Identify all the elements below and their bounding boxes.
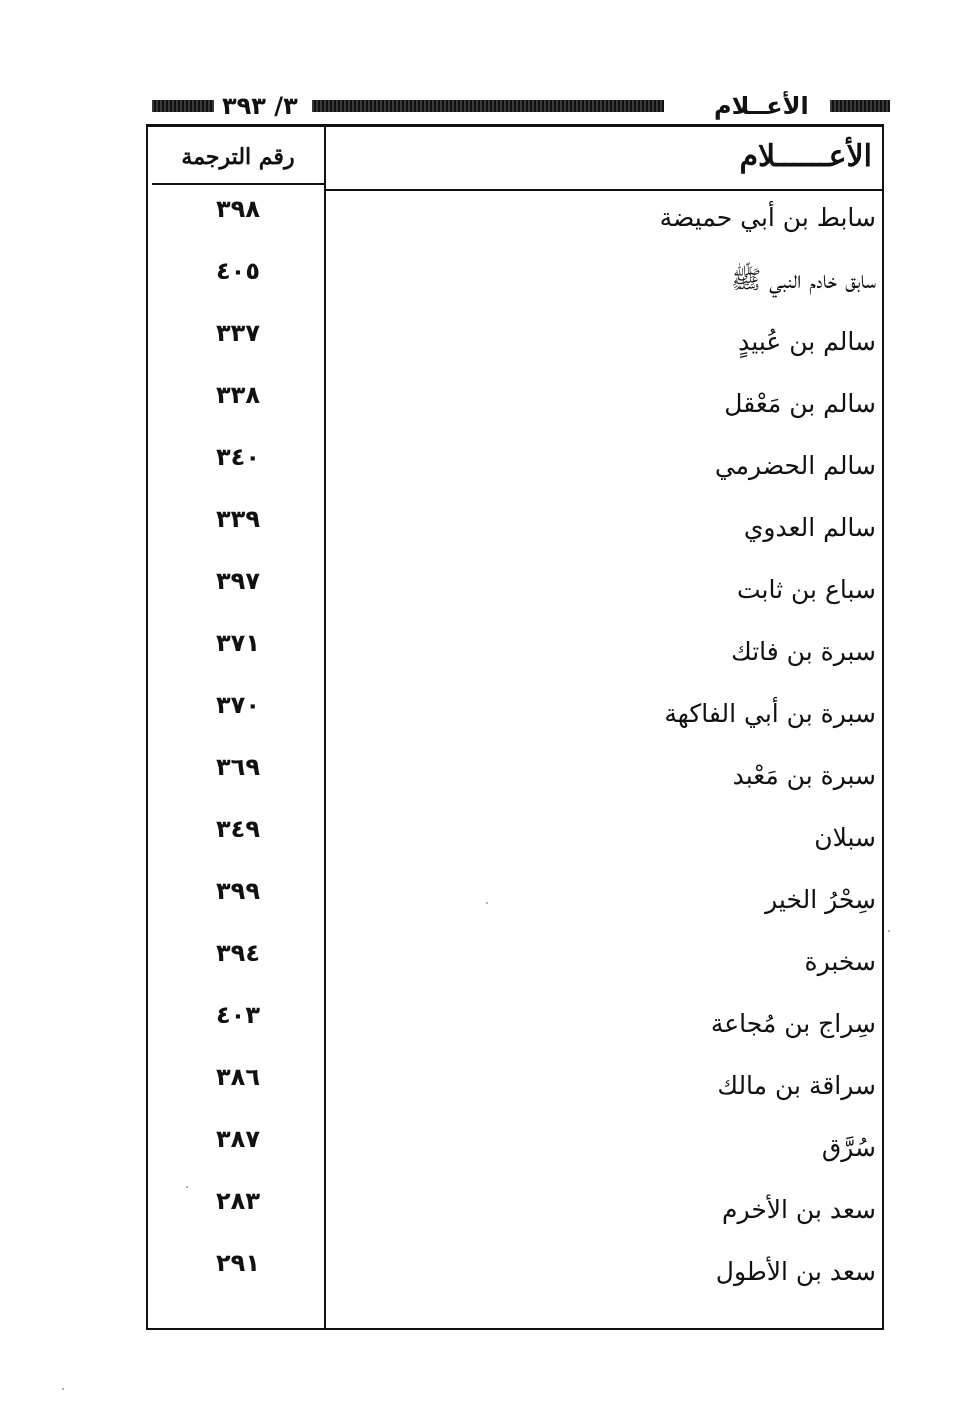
person-name: سالم بن مَعْقل <box>724 389 876 418</box>
entry-number: ٣٩٩ <box>216 877 260 905</box>
person-name: سالم الحضرمي <box>714 451 876 480</box>
table-row <box>148 249 882 311</box>
person-name: سبرة بن أبي الفاكهة <box>664 699 876 728</box>
entry-number: ٣٩٤ <box>216 939 260 967</box>
table-row <box>148 311 882 373</box>
person-name: سابق خادم النبي ﷺ <box>730 265 876 294</box>
table-row <box>148 993 882 1055</box>
table-row <box>148 1241 882 1303</box>
person-name: سبرة بن فاتك <box>731 637 876 666</box>
person-name: سُرَّق <box>821 1133 876 1162</box>
running-header <box>150 88 892 124</box>
section-title: الأعــلام <box>706 88 817 124</box>
person-name: سِحْرُ الخير <box>765 885 876 914</box>
table-row <box>148 869 882 931</box>
person-name: سراقة بن مالك <box>717 1071 876 1100</box>
person-name: سبرة بن مَعْبد <box>732 761 876 790</box>
entry-number: ٣٧١ <box>216 629 260 657</box>
header-rule-middle <box>312 100 664 112</box>
person-name: سخبرة <box>804 947 876 976</box>
person-name: سالم العدوي <box>743 513 876 542</box>
names-column-header: الأعــــــلام <box>739 139 872 174</box>
table-row <box>148 621 882 683</box>
header-underline-number <box>152 183 324 185</box>
scan-speck <box>62 1388 64 1390</box>
entry-number: ٣٦٩ <box>216 753 260 781</box>
scan-speck <box>186 1186 188 1188</box>
entry-number: ٣٩٧ <box>216 567 260 595</box>
header-rule-left <box>152 100 218 112</box>
person-name: سالم بن عُبيدٍ <box>738 327 876 356</box>
table-row <box>148 373 882 435</box>
table-row <box>148 807 882 869</box>
table-row <box>148 1117 882 1179</box>
table-row <box>148 1179 882 1241</box>
entry-number: ٣٩٨ <box>216 195 260 223</box>
table-row <box>148 931 882 993</box>
table-row <box>148 1055 882 1117</box>
entry-number: ٢٩١ <box>216 1249 260 1277</box>
person-name: سابط بن أبي حميضة <box>659 203 876 232</box>
entry-number: ٤٠٣ <box>216 1001 260 1029</box>
person-name: سباع بن ثابت <box>737 575 876 604</box>
table-row <box>148 497 882 559</box>
table-row <box>148 745 882 807</box>
table-row <box>148 435 882 497</box>
person-name: سعد بن الأطول <box>715 1257 876 1286</box>
entry-number: ٣٤٩ <box>216 815 260 843</box>
person-name: سِراج بن مُجاعة <box>710 1009 876 1038</box>
entry-number: ٢٨٣ <box>216 1187 260 1215</box>
entry-number: ٣٤٠ <box>216 443 260 471</box>
entry-number: ٣٣٨ <box>216 381 260 409</box>
entry-number: ٣٣٧ <box>216 319 260 347</box>
index-table <box>146 124 884 1330</box>
table-row <box>148 559 882 621</box>
entry-number: ٤٠٥ <box>216 257 260 285</box>
entry-number: ٣٨٦ <box>216 1063 260 1091</box>
scan-speck <box>888 930 890 932</box>
number-column-header: رقم الترجمة <box>181 144 295 170</box>
table-row <box>148 683 882 745</box>
header-rule-right <box>830 100 890 112</box>
entry-number: ٣٨٧ <box>216 1125 260 1153</box>
page-reference: ٣/ ٣٩٣ <box>214 88 306 124</box>
scan-speck <box>486 902 488 904</box>
person-name: سبلان <box>814 823 876 852</box>
entry-number: ٣٧٠ <box>216 691 260 719</box>
person-name: سعد بن الأخرم <box>722 1195 876 1224</box>
table-row <box>148 187 882 249</box>
entry-number: ٣٣٩ <box>216 505 260 533</box>
